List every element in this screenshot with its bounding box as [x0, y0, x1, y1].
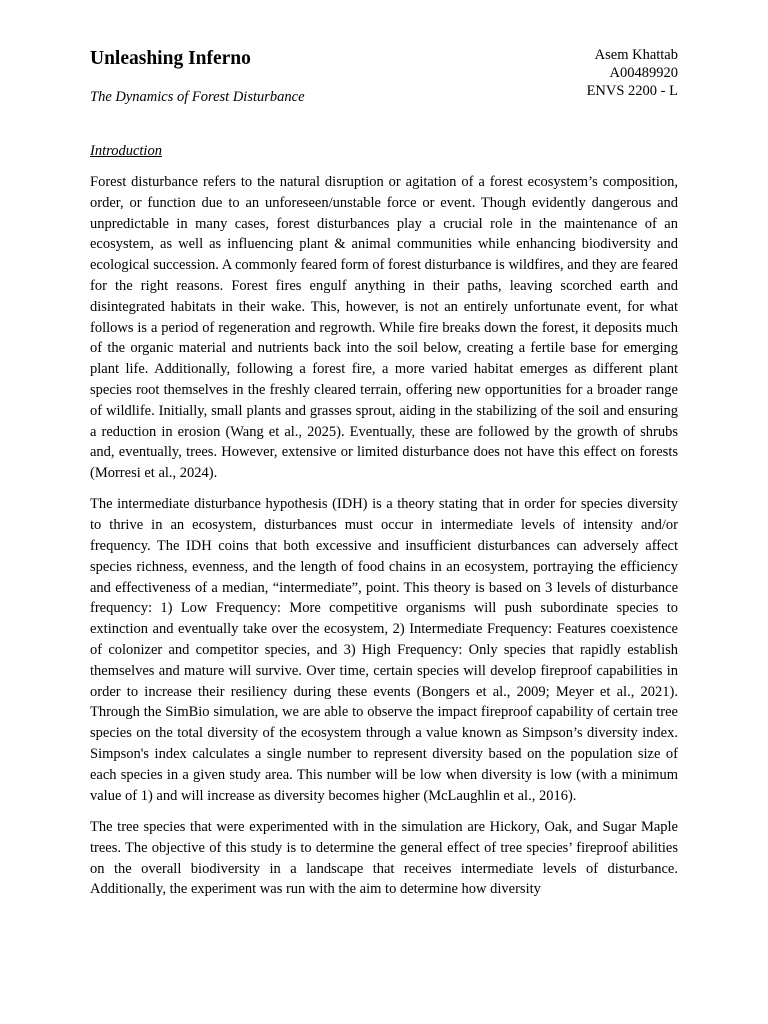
body-paragraph: The tree species that were experimented with in the simulation are Hickory, Oak, and Sugar Maple trees. The objective of this study is to determine the general effect of tree species’ fireproof abilities on the overall biodiversity in a landscape that receives intermediate levels of disturbance. Additionally, the experiment was run with the aim to determine how diversity	[90, 818, 678, 898]
student-id: A00489920	[609, 65, 678, 81]
body-paragraph: Forest disturbance refers to the natural disruption or agitation of a forest ecosystem’s composition, order, or function due to an unforeseen/unstable force or event. Though evidently dangerous and unpredictable in many cases, forest disturbances play a crucial role in the maintenance of an ecosystem, as well as influencing plant & animal communities while enhancing biodiversity and ecological succession. A commonly feared form of forest disturbance is wildfires, and they are feared for the right reasons. Forest fires engulf anything in their paths, leaving scorched earth and disintegrated habitats in their wake. This, however, is not an entirely unfortunate event, for what follows is a period of regeneration and regrowth. While fire breaks down the forest, it deposits much of the organic material and nutrients back into the soil below, creating a fertile base for emerging plant life. Additionally, following a forest fire, a more varied habitat emerges as different plant species root themselves in the freshly cleared terrain, offering new opportunities for a broader range of wildlife. Initially, small plants and grasses sprout, aiding in the stabilizing of the soil and ensuring a reduction in erosion (Wang et al., 2025). Eventually, these are followed by the growth of shrubs and, eventually, trees. However, extensive or limited disturbance does not have this effect on forests (Morresi et al., 2024).	[90, 174, 678, 482]
document-subtitle: The Dynamics of Forest Disturbance	[90, 89, 305, 105]
course-code: ENVS 2200 - L	[586, 83, 678, 99]
document-body	[90, 172, 678, 911]
author-name: Asem Khattab	[594, 47, 678, 63]
section-heading-introduction: Introduction	[90, 143, 162, 159]
document-page	[90, 0, 678, 1024]
body-paragraph: The intermediate disturbance hypothesis (IDH) is a theory stating that in order for species diversity to thrive in an ecosystem, disturbances must occur in intermediate levels of intensity and/or frequency. The IDH coins that both excessive and insufficient disturbances can adversely affect species richness, evenness, and the length of food chains in an ecosystem, portraying the efficiency and effectiveness of a median, “intermediate”, point. This theory is based on 3 levels of disturbance frequency: 1) Low Frequency: More competitive organisms will push subordinate species to extinction and eventually take over the ecosystem, 2) Intermediate Frequency: Features coexistence of colonizer and competitor species, and 3) High Frequency: Only species that rapidly establish themselves and mature will survive. Over time, certain species will develop fireproof capabilities in order to increase their resiliency during these events (Bongers et al., 2009; Meyer et al., 2021). Through the SimBio simulation, we are able to observe the impact fireproof capability of certain tree species on the total diversity of the ecosystem through a value known as Simpson’s diversity index. Simpson's index calculates a single number to represent diversity based on the population size of each species in a given study area. This number will be low when diversity is low (with a minimum value of 1) and will increase as diversity becomes higher (McLaughlin et al., 2016).	[90, 496, 678, 804]
author-block	[587, 46, 678, 100]
document-title: Unleashing Inferno	[90, 48, 251, 69]
document-header	[90, 0, 678, 159]
